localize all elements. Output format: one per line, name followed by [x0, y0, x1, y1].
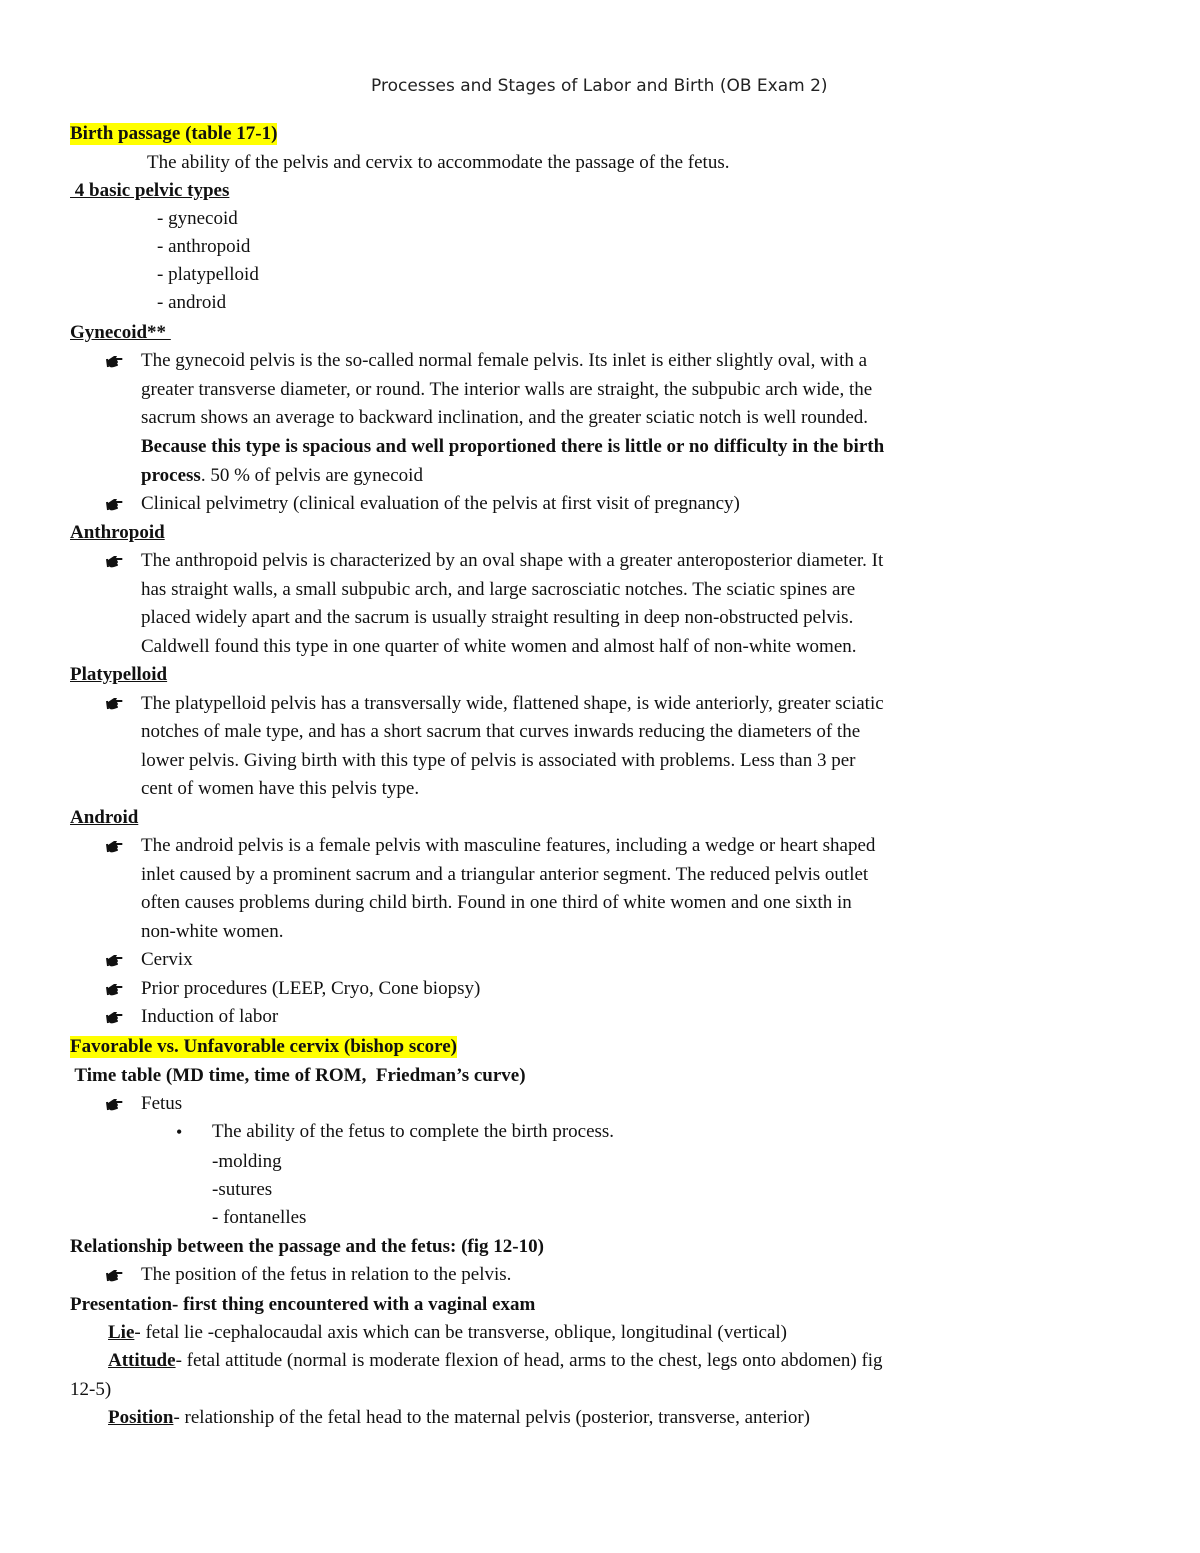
- pointing-hand-bullet-icon: [105, 980, 125, 1000]
- android-text-line: non-white women.: [141, 921, 284, 942]
- birth-passage-heading: Birth passage (table 17-1): [70, 123, 278, 144]
- anthropoid-text-line: Caldwell found this type in one quarter of white women and almost half of non-white women.: [141, 636, 857, 657]
- birth-passage-definition: The ability of the pelvis and cervix to accommodate the passage of the fetus.: [147, 152, 730, 173]
- position-term: Position: [108, 1407, 174, 1428]
- lie-text: - fetal lie -cephalocaudal axis which can be transverse, oblique, longitudinal (vertical): [134, 1322, 787, 1343]
- pointing-hand-bullet-icon: [105, 694, 125, 714]
- attitude-line: [108, 1350, 883, 1372]
- presentation-heading: Presentation- first thing encountered with a vaginal exam: [70, 1294, 536, 1315]
- fetus-item: Fetus: [141, 1093, 183, 1114]
- attitude-term: Attitude: [108, 1350, 176, 1371]
- prior-procedures-item: Prior procedures (LEEP, Cryo, Cone biopsy): [141, 978, 481, 999]
- android-text-line: inlet caused by a prominent sacrum and a triangular anterior segment. The reduced pelvis outlet: [141, 864, 869, 885]
- lie-line: [108, 1322, 787, 1344]
- gynecoid-text-line: The gynecoid pelvis is the so-called normal female pelvis. Its inlet is either slightly oval, with a: [141, 350, 868, 371]
- relationship-point: The position of the fetus in relation to the pelvis.: [141, 1264, 512, 1285]
- platypelloid-text-line: lower pelvis. Giving birth with this type of pelvis is associated with problems. Less than 3 per: [141, 750, 856, 771]
- android-text-line: The android pelvis is a female pelvis with masculine features, including a wedge or heart shaped: [141, 835, 876, 856]
- pointing-hand-bullet-icon: [105, 951, 125, 971]
- pointing-hand-bullet-icon: [105, 552, 125, 572]
- anthropoid-text-line: The anthropoid pelvis is characterized by an oval shape with a greater anteroposterior diameter. It: [141, 550, 884, 571]
- anthropoid-heading: Anthropoid: [70, 522, 165, 543]
- fetus-sub-item: -sutures: [212, 1179, 273, 1200]
- relationship-heading: Relationship between the passage and the fetus: (fig 12-10): [70, 1236, 544, 1257]
- pelvic-type-item: - platypelloid: [157, 264, 259, 285]
- cervix-item: Cervix: [141, 949, 193, 970]
- pointing-hand-bullet-icon: [105, 352, 125, 372]
- anthropoid-text-line: placed widely apart and the sacrum is usually straight resulting in deep non-obstructed pelvis.: [141, 607, 854, 628]
- gynecoid-bold-line: Because this type is spacious and well proportioned there is little or no difficulty in the birth: [141, 436, 885, 457]
- android-text-line: often causes problems during child birth. Found in one third of white women and one sixth in: [141, 892, 852, 913]
- pelvic-types-heading: 4 basic pelvic types: [70, 180, 230, 201]
- attitude-text: - fetal attitude (normal is moderate flexion of head, arms to the chest, legs onto abdomen) fig: [175, 1350, 883, 1371]
- fetus-sub-item: - fontanelles: [212, 1207, 307, 1228]
- page-title: Processes and Stages of Labor and Birth (OB Exam 2): [371, 76, 828, 96]
- favorable-cervix-heading: Favorable vs. Unfavorable cervix (bishop score): [70, 1036, 457, 1057]
- gynecoid-text-line: greater transverse diameter, or round. The interior walls are straight, the subpubic arch wide, the: [141, 379, 873, 400]
- android-heading: Android: [70, 807, 139, 828]
- fetus-point: The ability of the fetus to complete the birth process.: [212, 1121, 615, 1142]
- time-table-heading: Time table (MD time, time of ROM, Friedman’s curve): [70, 1065, 526, 1086]
- pelvimetry-text: Clinical pelvimetry (clinical evaluation of the pelvis at first visit of pregnancy): [141, 493, 740, 514]
- pointing-hand-bullet-icon: [105, 1095, 125, 1115]
- position-text: - relationship of the fetal head to the maternal pelvis (posterior, transverse, anterior): [173, 1407, 811, 1428]
- induction-item: Induction of labor: [141, 1006, 279, 1027]
- gynecoid-tail: . 50 % of pelvis are gynecoid: [200, 465, 423, 486]
- gynecoid-bold-word: process: [141, 465, 201, 486]
- pointing-hand-bullet-icon: [105, 1266, 125, 1286]
- pointing-hand-bullet-icon: [105, 1008, 125, 1028]
- pelvic-type-item: - gynecoid: [157, 208, 238, 229]
- gynecoid-heading: Gynecoid**: [70, 322, 171, 343]
- attitude-continuation: 12-5): [70, 1379, 112, 1400]
- pointing-hand-bullet-icon: [105, 837, 125, 857]
- gynecoid-last-line: [141, 465, 423, 487]
- bullet-dot-icon: •: [176, 1122, 183, 1142]
- platypelloid-heading: Platypelloid: [70, 664, 168, 685]
- platypelloid-text-line: The platypelloid pelvis has a transversally wide, flattened shape, is wide anteriorly, greater sciatic: [141, 693, 884, 714]
- pelvic-type-item: - android: [157, 292, 227, 313]
- anthropoid-text-line: has straight walls, a small subpubic arch, and large sacrosciatic notches. The sciatic spines are: [141, 579, 856, 600]
- position-line: [108, 1407, 810, 1429]
- platypelloid-text-line: cent of women have this pelvis type.: [141, 778, 420, 799]
- gynecoid-text-line: sacrum shows an average to backward inclination, and the greater sciatic notch is well rounded.: [141, 407, 869, 428]
- pelvic-type-item: - anthropoid: [157, 236, 251, 257]
- pointing-hand-bullet-icon: [105, 495, 125, 515]
- platypelloid-text-line: notches of male type, and has a short sacrum that curves inwards reducing the diameters of the: [141, 721, 861, 742]
- fetus-sub-item: -molding: [212, 1151, 282, 1172]
- lie-term: Lie: [108, 1322, 135, 1343]
